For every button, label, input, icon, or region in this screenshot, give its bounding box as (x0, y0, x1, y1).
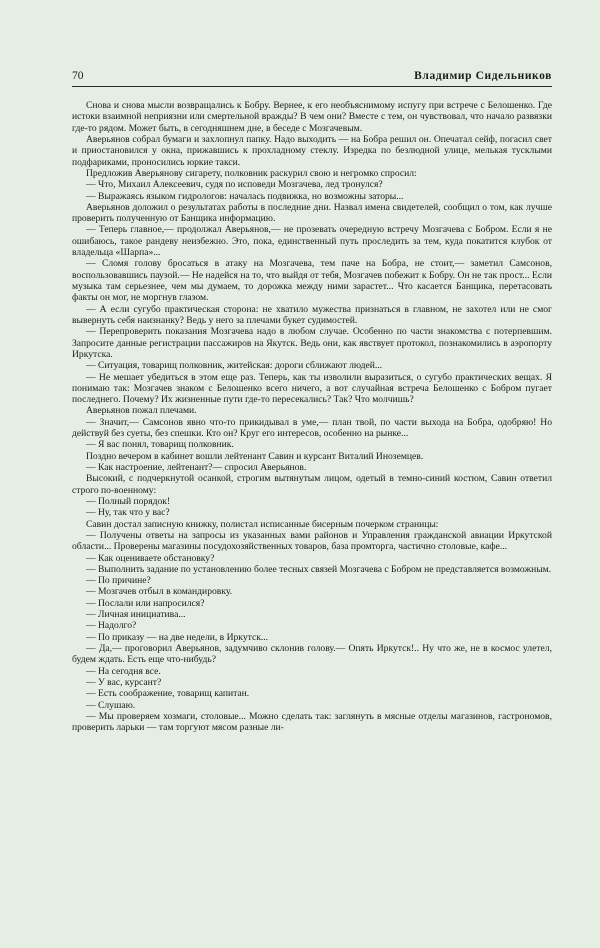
paragraph: — А если сугубо практическая сторона: не хватило мужества признаться в главном, не захотел или не смог вывернуть себя наизнанку? Ведь у него за плечами букет судимостей. (72, 303, 552, 326)
paragraph: Поздно вечером в кабинет вошли лейтенант Савин и курсант Виталий Иноземцев. (86, 450, 424, 462)
paragraph: — Послали или напросился? (86, 597, 205, 609)
paragraph: — Да,— проговорил Аверьянов, задумчиво склонив голову.— Опять Иркутск!.. Ну что же, не в космос улетел, будем ждать. Есть еще что-нибудь? (72, 643, 552, 666)
paragraph: — Мы проверяем хозмаги, столовые... Можно сделать так: заглянуть в мясные отделы магазинов, гастрономов, проверить ларьки — там торгуют мясом разные ли- (72, 710, 552, 734)
paragraph: Предложив Аверьянову сигарету, полковник раскурил свою и негромко спросил: (86, 167, 417, 179)
paragraph: — Как оцениваете обстановку? (86, 552, 215, 564)
paragraph: — Личная инициатива... (86, 609, 186, 621)
running-head: Владимир Сидельников (414, 70, 552, 82)
paragraph: — Перепроверить показания Мозгачева надо в любом случае. Особенно по части знакомства с потерпевшим. Запросите данные регистрации пассажиров на Якутск. Ведь они, как явствует протокол, познакомились в аэропорту Иркутска. (72, 326, 552, 360)
paragraph: Высокий, с подчеркнутой осанкой, строгим вытянутым лицом, одетый в темно-синий костюм, Савин ответил строго по-военному: (72, 473, 552, 496)
paragraph: — Ситуация, товарищ полковник, житейская: дороги сближают людей... (86, 360, 383, 372)
paragraph: — Значит,— Самсонов явно что-то прикидывал в уме,— план твой, по части выхода на Бобра, одобряю! Но действуй без суеты, без спешки. Кто он? Круг его интересов, особенно на рынке... (72, 416, 552, 440)
paragraph: Савин достал записную книжку, полистал исписанные бисерным почерком страницы: (86, 518, 439, 530)
paragraph: — Теперь главное,— продолжал Аверьянов,— не прозевать очередную встречу Мозгачева с Бобром. Если я не ошибаюсь, такое рандеву неизбежно. Это, пока, единственный путь проследить за тем, куда покатится клубок от владельца «Шарпа»... (72, 224, 552, 259)
body-text (72, 100, 552, 734)
book-page (72, 70, 552, 734)
page-number: 70 (72, 70, 84, 82)
paragraph: — Я вас понял, товарищ полковник. (86, 439, 234, 451)
paragraph: — Есть соображение, товарищ капитан. (86, 688, 250, 700)
paragraph: — Надолго? (86, 620, 137, 632)
page-header (72, 70, 552, 87)
paragraph: — Сломя голову бросаться в атаку на Мозгачева, тем паче на Бобра, не стоит,— заметил Самсонов, воспользовавшись паузой.— Не надейся на то, что выйдя от тебя, Мозгачев побежит к Бобру. Он не так прост... Если музыка там серьезнее, чем мы думаем, то дорожка между ними зарастет... Что касается Банщика, перетасовать факты он мог, не моргнув глазом. (72, 258, 552, 304)
paragraph: — На сегодня все. (86, 665, 161, 677)
paragraph: Аверьянов доложил о результатах работы в последние дни. Назвал имена свидетелей, сообщил о том, как лучше проверить полученную от Банщика информацию. (72, 201, 552, 225)
paragraph: — Что, Михаил Алексеевич, судя по исповеди Мозгачева, лед тронулся? (86, 179, 383, 191)
paragraph: Аверьянов пожал плечами. (86, 405, 197, 417)
paragraph: — По причине? (86, 575, 151, 587)
paragraph: — Ну, так что у вас? (86, 507, 170, 519)
paragraph: Снова и снова мысли возвращались к Бобру. Вернее, к его необъяснимому испугу при встрече с Белошенко. Где истоки взаимной неприязни или смертельной вражды? В чем они? Вместе с тем, он чувствовал, что начало развязки где-то рядом. Может быть, в сегодняшнем дне, в беседе с Мозгачевым. (72, 100, 552, 134)
paragraph: — Получены ответы на запросы из указанных вами районов и Управления гражданской авиации Иркутской области... Проверены магазины посудохозяйственных товаров, база промторга, частично столовые, кафе... (72, 529, 552, 553)
paragraph: Аверьянов собрал бумаги и захлопнул папку. Надо выходить — на Бобра решил он. Опечатал сейф, погасил свет и приостановился у окна, прижавшись к прохладному стеклу. Изредка по безлюдной улице, мелькая тусклыми подфариками, проносились юркие такси. (72, 133, 552, 168)
paragraph: — Слушаю. (86, 699, 136, 711)
paragraph: — Полный порядок! (86, 495, 171, 507)
paragraph: — У вас, курсант? (86, 676, 162, 688)
paragraph: — Мозгачев отбыл в командировку. (86, 586, 233, 598)
paragraph: — Выражаясь языком гидрологов: началась подвижка, но возможны заторы... (86, 190, 404, 202)
paragraph: — Не мешает убедиться в этом еще раз. Теперь, как ты изволили выразиться, о сугубо практических вещах. Я понимаю так: Мозгачев знаком с Белошенко всего ничего, а вот случайная встреча Белошенко с Бобром пугает последнего. Почему? Их жизненные пути где-то пересекались? Так? Что молчишь? (72, 371, 552, 406)
paragraph: — По приказу — на две недели, в Иркутск... (86, 631, 269, 643)
paragraph: — Как настроение, лейтенант?— спросил Аверьянов. (86, 462, 307, 473)
paragraph: — Выполнить задание по установлению более тесных связей Мозгачева с Бобром не представляется возможным. (86, 563, 552, 575)
